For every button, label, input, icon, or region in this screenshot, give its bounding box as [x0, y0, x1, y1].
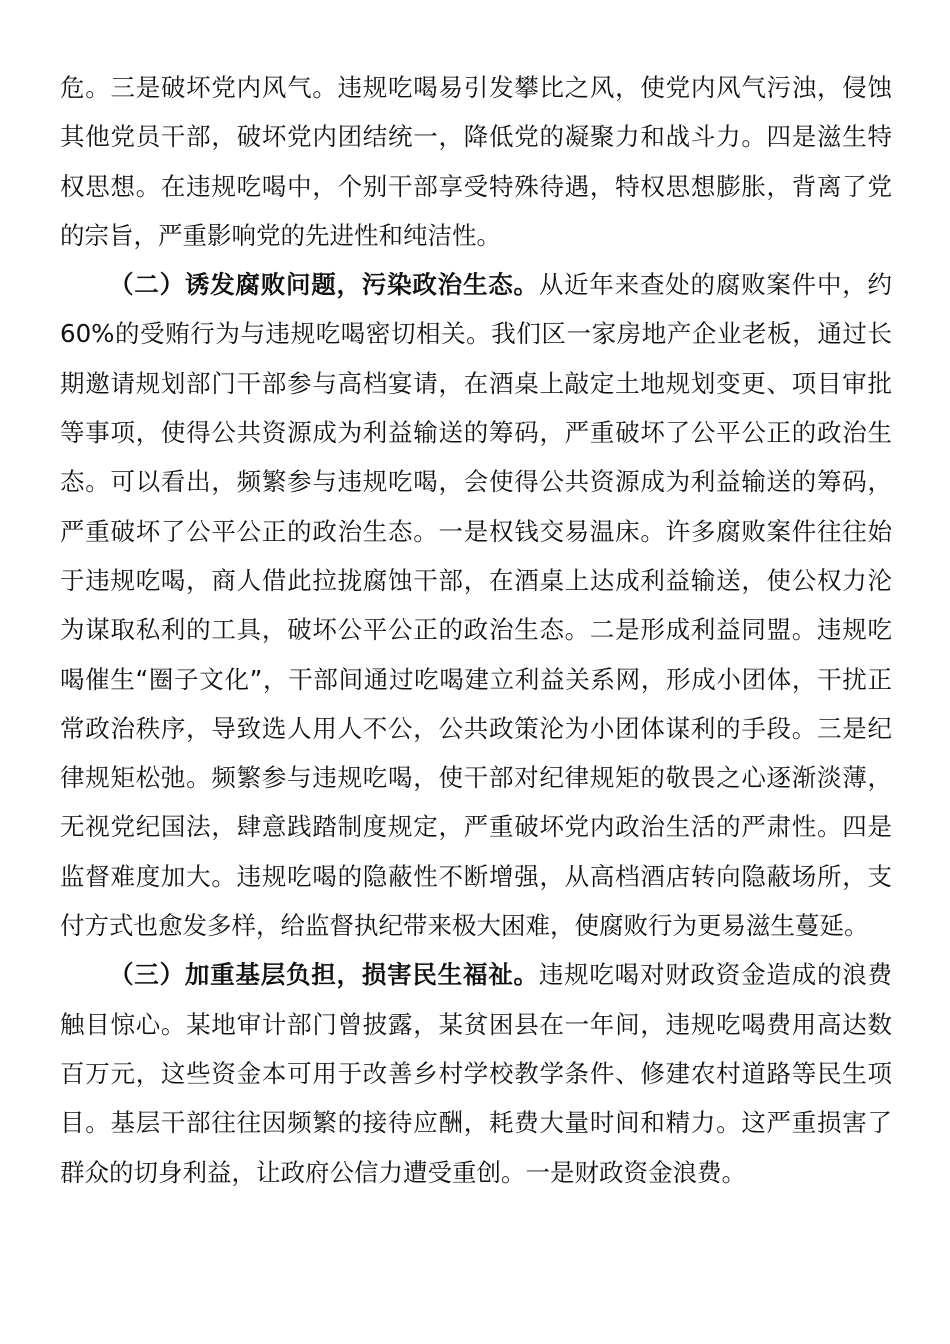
- paragraph-section-2: [60, 260, 892, 950]
- paragraph-text: 违规吃喝对财政资金造成的浪费触目惊心。某地审计部门曾披露，某贫困县在一年间，违规吃喝费用高达数百万元，这些资金本可用于改善乡村学校教学条件、修建农村道路等民生项目。基层干部往往因频繁的接待应酬，耗费大量时间和精力。这严重损害了群众的切身利益，让政府公信力遭受重创。一是财政资金浪费。: [60, 960, 893, 1187]
- document-body: [60, 63, 892, 1197]
- section-heading: （三）加重基层负担，损害民生福祉。: [109, 960, 539, 990]
- section-heading: （二）诱发腐败问题，污染政治生态。: [109, 270, 539, 300]
- paragraph-continuation: [60, 63, 892, 260]
- paragraph-text: 危。三是破坏党内风气。违规吃喝易引发攀比之风，使党内风气污浊，侵蚀其他党员干部，破坏党内团结统一，降低党的凝聚力和战斗力。四是滋生特权思想。在违规吃喝中，个别干部享受特殊待遇，特权思想膨胀，背离了党的宗旨，严重影响党的先进性和纯洁性。: [60, 73, 892, 250]
- paragraph-section-3: [60, 950, 892, 1196]
- paragraph-text: 从近年来查处的腐败案件中，约 60%的受贿行为与违规吃喝密切相关。我们区一家房地产企业老板，通过长期邀请规划部门干部参与高档宴请，在酒桌上敲定土地规划变更、项目审批等事项，使得公共资源成为利益输送的筹码，严重破坏了公平公正的政治生态。可以看出，频繁参与违规吃喝，会使得公共资源成为利益输送的筹码，严重破坏了公平公正的政治生态。一是权钱交易温床。许多腐败案件往往始于违规吃喝，商人借此拉拢腐蚀干部，在酒桌上达成利益输送，使公权力沦为谋取私利的工具，破坏公平公正的政治生态。二是形成利益同盟。违规吃喝催生“圈子文化”，干部间通过吃喝建立利益关系网，形成小团体，干扰正常政治秩序，导致选人用人不公，公共政策沦为小团体谋利的手段。三是纪律规矩松弛。频繁参与违规吃喝，使干部对纪律规矩的敬畏之心逐渐淡薄，无视党纪国法，肆意践踏制度规定，严重破坏党内政治生活的严肃性。四是监督难度加大。违规吃喝的隐蔽性不断增强，从高档酒店转向隐蔽场所，支付方式也愈发多样，给监督执纪带来极大困难，使腐败行为更易滋生蔓延。: [60, 270, 893, 941]
